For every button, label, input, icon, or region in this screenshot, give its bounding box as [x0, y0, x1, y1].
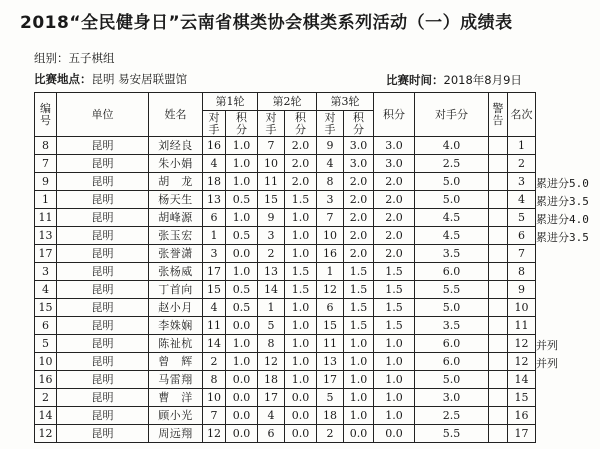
row-note: 并列	[536, 339, 558, 352]
cell-unit: 昆明	[57, 245, 149, 263]
cell-r3-opponent: 10	[317, 227, 344, 245]
cell-number: 13	[35, 227, 57, 245]
cell-rank: 6	[508, 227, 536, 245]
cell-r3-opponent: 15	[317, 317, 344, 335]
cell-name: 赵小月	[149, 299, 203, 317]
cell-name: 周远翔	[149, 425, 203, 443]
cell-r2-points: 1.0	[285, 209, 317, 227]
header-round2: 第2轮	[258, 93, 317, 111]
cell-warning	[489, 353, 508, 371]
header-unit: 单位	[57, 93, 149, 137]
cell-total-points: 1.0	[374, 371, 415, 389]
cell-r1-points: 1.0	[226, 353, 258, 371]
cell-r1-opponent: 10	[203, 389, 226, 407]
cell-r2-opponent: 13	[258, 263, 285, 281]
cell-total-points: 2.0	[374, 227, 415, 245]
cell-r3-opponent: 4	[317, 155, 344, 173]
cell-r1-points: 1.0	[226, 155, 258, 173]
table-row	[35, 173, 536, 191]
cell-number: 16	[35, 371, 57, 389]
table-row	[35, 335, 536, 353]
cell-r2-opponent: 3	[258, 227, 285, 245]
cell-rank: 17	[508, 425, 536, 443]
cell-r2-points: 1.0	[285, 335, 317, 353]
cell-r2-opponent: 17	[258, 389, 285, 407]
cell-r2-points: 1.0	[285, 299, 317, 317]
cell-total-points: 1.5	[374, 317, 415, 335]
cell-total-points: 0.0	[374, 425, 415, 443]
table-row	[35, 191, 536, 209]
cell-name: 张誉潇	[149, 245, 203, 263]
cell-r1-opponent: 15	[203, 281, 226, 299]
cell-r1-points: 0.5	[226, 227, 258, 245]
cell-number: 9	[35, 173, 57, 191]
table-row	[35, 137, 536, 155]
cell-r1-points: 0.0	[226, 425, 258, 443]
cell-total-points: 3.0	[374, 137, 415, 155]
cell-r3-opponent: 17	[317, 371, 344, 389]
cell-r3-opponent: 9	[317, 137, 344, 155]
cell-r2-points: 2.0	[285, 155, 317, 173]
cell-r2-opponent: 4	[258, 407, 285, 425]
cell-r2-opponent: 8	[258, 335, 285, 353]
cell-r2-points: 0.0	[285, 407, 317, 425]
cell-r3-opponent: 12	[317, 281, 344, 299]
cell-r3-opponent: 18	[317, 407, 344, 425]
cell-opponent-score: 2.5	[415, 407, 489, 425]
cell-rank: 12	[508, 353, 536, 371]
cell-total-points: 1.5	[374, 281, 415, 299]
cell-opponent-score: 4.5	[415, 209, 489, 227]
cell-r3-points: 1.0	[344, 371, 374, 389]
cell-r3-points: 3.0	[344, 155, 374, 173]
cell-number: 6	[35, 317, 57, 335]
cell-r3-opponent: 2	[317, 425, 344, 443]
cell-opponent-score: 5.0	[415, 299, 489, 317]
cell-warning	[489, 425, 508, 443]
cell-unit: 昆明	[57, 299, 149, 317]
cell-warning	[489, 281, 508, 299]
table-row	[35, 317, 536, 335]
cell-opponent-score: 6.0	[415, 335, 489, 353]
cell-r3-points: 1.0	[344, 335, 374, 353]
cell-r3-points: 1.5	[344, 299, 374, 317]
cell-total-points: 1.5	[374, 299, 415, 317]
cell-total-points: 3.0	[374, 155, 415, 173]
cell-r1-opponent: 18	[203, 173, 226, 191]
cell-total-points: 2.0	[374, 191, 415, 209]
cell-r3-opponent: 7	[317, 209, 344, 227]
cell-opponent-score: 5.5	[415, 425, 489, 443]
header-total-points: 积分	[374, 93, 415, 137]
header-r1-opponent: 对手	[203, 111, 226, 137]
cell-warning	[489, 137, 508, 155]
cell-warning	[489, 191, 508, 209]
cell-warning	[489, 389, 508, 407]
cell-r1-points: 0.0	[226, 245, 258, 263]
cell-name: 张玉宏	[149, 227, 203, 245]
header-row-1	[35, 93, 536, 111]
cell-number: 2	[35, 389, 57, 407]
cell-opponent-score: 5.0	[415, 173, 489, 191]
cell-r2-points: 0.0	[285, 425, 317, 443]
cell-r2-points: 1.5	[285, 263, 317, 281]
cell-r1-points: 0.0	[226, 389, 258, 407]
header-r3-opponent: 对手	[317, 111, 344, 137]
cell-opponent-score: 6.0	[415, 263, 489, 281]
cell-number: 14	[35, 407, 57, 425]
venue-info	[34, 71, 187, 87]
cell-r3-opponent: 16	[317, 245, 344, 263]
cell-unit: 昆明	[57, 227, 149, 245]
cell-unit: 昆明	[57, 137, 149, 155]
cell-name: 刘经良	[149, 137, 203, 155]
cell-total-points: 1.0	[374, 389, 415, 407]
cell-warning	[489, 407, 508, 425]
cell-unit: 昆明	[57, 317, 149, 335]
cell-r1-opponent: 11	[203, 317, 226, 335]
cell-unit: 昆明	[57, 335, 149, 353]
cell-r3-points: 0.0	[344, 425, 374, 443]
cell-name: 陈祉杭	[149, 335, 203, 353]
table-row	[35, 209, 536, 227]
cell-number: 1	[35, 191, 57, 209]
cell-warning	[489, 299, 508, 317]
cell-r3-opponent: 11	[317, 335, 344, 353]
date-value: 2018年8月9日	[443, 73, 522, 87]
table-row	[35, 227, 536, 245]
cell-name: 杨天生	[149, 191, 203, 209]
cell-opponent-score: 3.5	[415, 245, 489, 263]
page-title: 2018“全民健身日”云南省棋类协会棋类系列活动（一）成绩表	[20, 13, 513, 33]
cell-name: 李姝娴	[149, 317, 203, 335]
cell-name: 张杨威	[149, 263, 203, 281]
header-r3-points: 积分	[344, 111, 374, 137]
cell-r3-points: 1.5	[344, 263, 374, 281]
cell-number: 17	[35, 245, 57, 263]
cell-number: 4	[35, 281, 57, 299]
cell-unit: 昆明	[57, 209, 149, 227]
cell-r3-points: 1.5	[344, 281, 374, 299]
row-note: 并列	[536, 357, 558, 370]
cell-r1-points: 0.0	[226, 317, 258, 335]
cell-r3-points: 2.0	[344, 209, 374, 227]
cell-r2-opponent: 15	[258, 191, 285, 209]
cell-r2-points: 1.0	[285, 317, 317, 335]
cell-warning	[489, 173, 508, 191]
cell-warning	[489, 245, 508, 263]
header-r1-points: 积分	[226, 111, 258, 137]
cell-name: 胡 龙	[149, 173, 203, 191]
cell-rank: 9	[508, 281, 536, 299]
cell-warning	[489, 209, 508, 227]
cell-unit: 昆明	[57, 191, 149, 209]
cell-r1-points: 0.0	[226, 371, 258, 389]
table-row	[35, 407, 536, 425]
header-rank: 名次	[508, 93, 536, 137]
cell-opponent-score: 6.0	[415, 353, 489, 371]
cell-opponent-score: 5.0	[415, 371, 489, 389]
table-row	[35, 371, 536, 389]
header-r2-opponent: 对手	[258, 111, 285, 137]
cell-warning	[489, 335, 508, 353]
cell-r2-opponent: 18	[258, 371, 285, 389]
cell-r1-opponent: 3	[203, 245, 226, 263]
cell-name: 顾小光	[149, 407, 203, 425]
cell-r1-points: 0.5	[226, 191, 258, 209]
cell-r1-points: 1.0	[226, 209, 258, 227]
cell-number: 10	[35, 353, 57, 371]
cell-rank: 15	[508, 389, 536, 407]
cell-r3-points: 3.0	[344, 137, 374, 155]
cell-opponent-score: 5.0	[415, 191, 489, 209]
table-row	[35, 281, 536, 299]
cell-rank: 7	[508, 245, 536, 263]
venue-label: 比赛地点：	[34, 72, 92, 86]
cell-r2-points: 1.0	[285, 353, 317, 371]
cell-r1-opponent: 7	[203, 407, 226, 425]
cell-r2-points: 2.0	[285, 137, 317, 155]
table-row	[35, 425, 536, 443]
header-name: 姓名	[149, 93, 203, 137]
cell-r2-points: 1.0	[285, 245, 317, 263]
table-row	[35, 389, 536, 407]
cell-r3-opponent: 6	[317, 299, 344, 317]
cell-r2-opponent: 14	[258, 281, 285, 299]
cell-rank: 10	[508, 299, 536, 317]
cell-total-points: 1.0	[374, 407, 415, 425]
cell-unit: 昆明	[57, 407, 149, 425]
cell-r2-opponent: 12	[258, 353, 285, 371]
cell-number: 7	[35, 155, 57, 173]
cell-rank: 3	[508, 173, 536, 191]
cell-unit: 昆明	[57, 263, 149, 281]
cell-r3-points: 2.0	[344, 227, 374, 245]
cell-rank: 8	[508, 263, 536, 281]
cell-r1-opponent: 16	[203, 137, 226, 155]
cell-total-points: 1.5	[374, 263, 415, 281]
cell-r1-opponent: 4	[203, 155, 226, 173]
cell-number: 8	[35, 137, 57, 155]
header-r2-points: 积分	[285, 111, 317, 137]
cell-r3-points: 2.0	[344, 173, 374, 191]
cell-r3-opponent: 5	[317, 389, 344, 407]
date-label: 比赛时间：	[386, 73, 444, 87]
cell-total-points: 2.0	[374, 245, 415, 263]
cell-warning	[489, 227, 508, 245]
row-note: 累进分3.5	[536, 195, 589, 208]
cell-r2-points: 0.0	[285, 389, 317, 407]
cell-r3-opponent: 3	[317, 191, 344, 209]
cell-total-points: 2.0	[374, 173, 415, 191]
cell-unit: 昆明	[57, 281, 149, 299]
cell-r1-opponent: 12	[203, 425, 226, 443]
cell-unit: 昆明	[57, 371, 149, 389]
cell-rank: 16	[508, 407, 536, 425]
group-label: 组别：五子棋组	[34, 51, 115, 65]
cell-r3-opponent: 1	[317, 263, 344, 281]
cell-r2-points: 1.5	[285, 281, 317, 299]
cell-r3-points: 2.0	[344, 191, 374, 209]
cell-r2-opponent: 10	[258, 155, 285, 173]
cell-rank: 12	[508, 335, 536, 353]
cell-name: 胡峰源	[149, 209, 203, 227]
cell-unit: 昆明	[57, 353, 149, 371]
cell-number: 3	[35, 263, 57, 281]
cell-r2-points: 1.0	[285, 371, 317, 389]
cell-r2-opponent: 1	[258, 299, 285, 317]
cell-warning	[489, 317, 508, 335]
cell-total-points: 1.0	[374, 353, 415, 371]
cell-r1-opponent: 8	[203, 371, 226, 389]
cell-warning	[489, 155, 508, 173]
cell-total-points: 2.0	[374, 209, 415, 227]
cell-r1-opponent: 4	[203, 299, 226, 317]
cell-r1-opponent: 6	[203, 209, 226, 227]
cell-rank: 11	[508, 317, 536, 335]
cell-r1-points: 1.0	[226, 173, 258, 191]
date-info	[386, 72, 522, 88]
cell-number: 12	[35, 425, 57, 443]
cell-opponent-score: 5.5	[415, 281, 489, 299]
cell-total-points: 1.0	[374, 335, 415, 353]
cell-r1-opponent: 2	[203, 353, 226, 371]
cell-r2-opponent: 2	[258, 245, 285, 263]
cell-r1-points: 0.5	[226, 299, 258, 317]
cell-r1-points: 0.0	[226, 407, 258, 425]
cell-r3-points: 2.0	[344, 245, 374, 263]
cell-rank: 1	[508, 137, 536, 155]
cell-unit: 昆明	[57, 389, 149, 407]
header-number: 编号	[35, 93, 57, 137]
cell-name: 曾 辉	[149, 353, 203, 371]
row-note: 累进分3.5	[536, 231, 589, 244]
cell-opponent-score: 4.5	[415, 227, 489, 245]
cell-r2-opponent: 7	[258, 137, 285, 155]
cell-unit: 昆明	[57, 425, 149, 443]
results-table	[34, 92, 536, 443]
cell-r1-opponent: 17	[203, 263, 226, 281]
cell-warning	[489, 263, 508, 281]
cell-r1-points: 1.0	[226, 335, 258, 353]
header-round3: 第3轮	[317, 93, 374, 111]
cell-r1-points: 1.0	[226, 263, 258, 281]
cell-r1-opponent: 1	[203, 227, 226, 245]
cell-rank: 14	[508, 371, 536, 389]
cell-opponent-score: 3.5	[415, 317, 489, 335]
cell-number: 15	[35, 299, 57, 317]
cell-number: 5	[35, 335, 57, 353]
table-row	[35, 299, 536, 317]
venue-value: 昆明 易安居联盟馆	[91, 72, 188, 86]
table-row	[35, 263, 536, 281]
table-body	[35, 137, 536, 443]
cell-opponent-score: 4.0	[415, 137, 489, 155]
cell-rank: 2	[508, 155, 536, 173]
header-warning: 警告	[489, 93, 508, 137]
cell-r2-points: 1.5	[285, 191, 317, 209]
table-row	[35, 353, 536, 371]
cell-r2-opponent: 9	[258, 209, 285, 227]
cell-r1-opponent: 13	[203, 191, 226, 209]
cell-rank: 4	[508, 191, 536, 209]
cell-name: 丁首向	[149, 281, 203, 299]
cell-opponent-score: 2.5	[415, 155, 489, 173]
cell-r3-points: 1.0	[344, 389, 374, 407]
cell-unit: 昆明	[57, 155, 149, 173]
cell-rank: 5	[508, 209, 536, 227]
cell-r3-points: 1.0	[344, 407, 374, 425]
table-row	[35, 155, 536, 173]
header-round1: 第1轮	[203, 93, 258, 111]
cell-r2-points: 2.0	[285, 173, 317, 191]
cell-r3-points: 1.5	[344, 317, 374, 335]
cell-opponent-score: 3.0	[415, 389, 489, 407]
cell-r1-points: 0.5	[226, 281, 258, 299]
cell-name: 朱小娟	[149, 155, 203, 173]
cell-r2-points: 1.0	[285, 227, 317, 245]
cell-r2-opponent: 5	[258, 317, 285, 335]
cell-name: 马雷翔	[149, 371, 203, 389]
row-note: 累进分4.0	[536, 213, 589, 226]
cell-r3-points: 1.0	[344, 353, 374, 371]
cell-number: 11	[35, 209, 57, 227]
cell-unit: 昆明	[57, 173, 149, 191]
table-row	[35, 245, 536, 263]
cell-r3-opponent: 13	[317, 353, 344, 371]
header-opponent-score: 对手分	[415, 93, 489, 137]
cell-r1-opponent: 14	[203, 335, 226, 353]
cell-r3-opponent: 8	[317, 173, 344, 191]
cell-warning	[489, 371, 508, 389]
cell-r2-opponent: 6	[258, 425, 285, 443]
row-note: 累进分5.0	[536, 177, 589, 190]
cell-r1-points: 1.0	[226, 137, 258, 155]
cell-name: 曹 洋	[149, 389, 203, 407]
cell-r2-opponent: 11	[258, 173, 285, 191]
